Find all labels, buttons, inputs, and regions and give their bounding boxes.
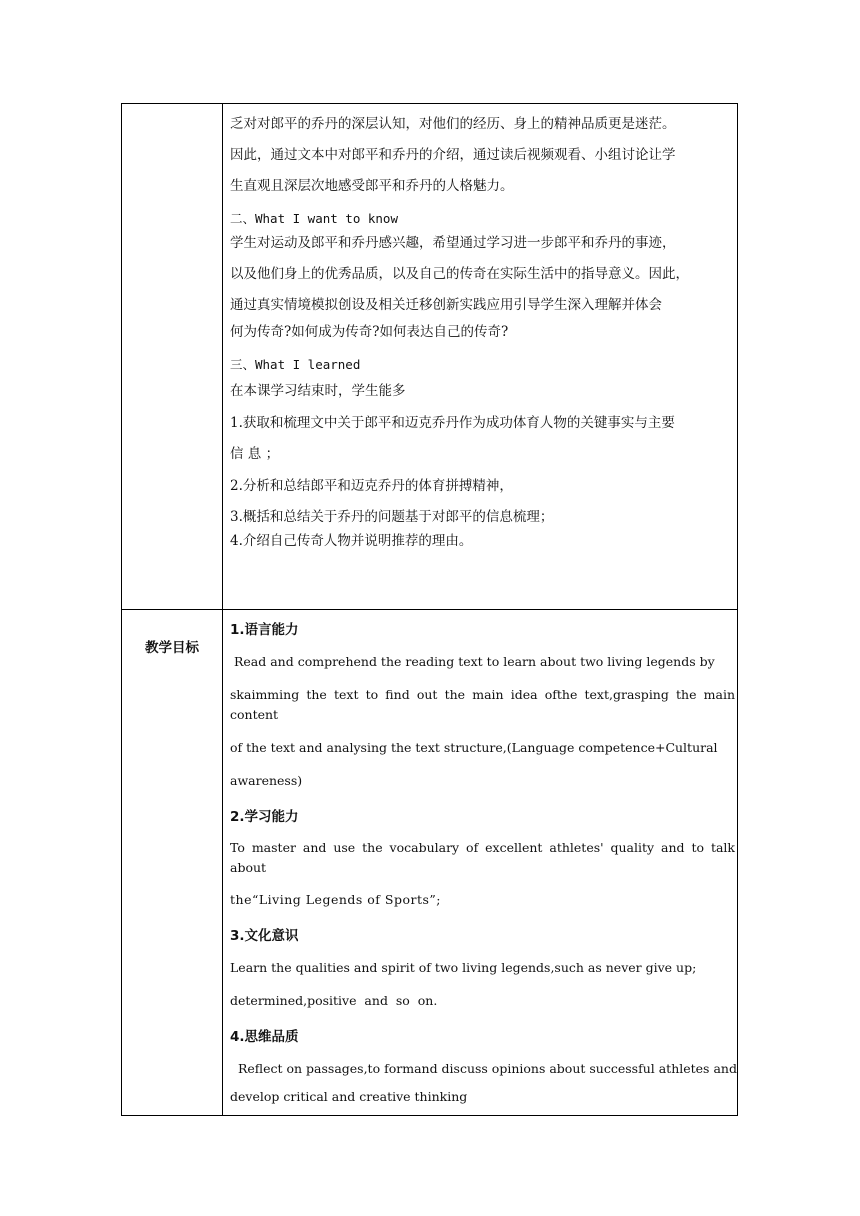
goal-line: develop critical and creative thinking [230,1089,468,1104]
lesson-plan-sheet [121,103,736,1116]
goal-line: the“Living Legends of Sports”; [230,892,442,907]
teaching-objectives-label-cell [122,610,223,1116]
goal-heading-language: 1.语言能力 [230,622,299,638]
goal-line: Read and comprehend the reading text to learn about two living legends by [230,654,715,669]
intro-line: 乏对对郎平的乔丹的深层认知，对他们的经历、身上的精神品质更是迷茫。 [230,116,676,132]
goal-line: Reflect on passages,to formand discuss opinions about successful athletes and [230,1061,737,1076]
goal-heading-culture: 3.文化意识 [230,928,299,944]
section2-line: 通过真实情境模拟创设及相关迁移创新实践应用引导学生深入理解并体会 [230,297,662,313]
goal-heading-learning: 2.学习能力 [230,809,299,825]
goal-line: skaimming the text to find out the main idea ofthe text,grasping the main content [230,687,735,722]
section3-lead: 在本课学习结束时，学生能多 [230,383,406,399]
learning-outcome-item: 2.分析和总结郎平和迈克乔丹的体育拼搏精神， [230,478,513,494]
learning-analysis-row [122,104,738,610]
section2-line: 何为传奇?如何成为传奇?如何表达自己的传奇? [230,324,509,340]
section-heading-learned: 三、What I learned [230,357,361,372]
learning-outcome-item: 3.概括和总结关于乔丹的问题基于对郎平的信息梳理； [230,509,554,525]
intro-line: 因此，通过文本中对郎平和乔丹的介绍，通过读后视频观看、小组讨论让学 [230,147,676,163]
row-label-cell [122,104,223,610]
lesson-plan-table [121,103,738,1116]
goal-line: To master and use the vocabulary of excellent athletes' quality and to talk about [230,840,735,875]
intro-line: 生直观且深层次地感受郎平和乔丹的人格魅力。 [230,178,514,194]
teaching-objectives-content [223,610,738,1116]
section-heading-want-to-know: 二、What I want to know [230,211,398,226]
goal-line: awareness) [230,773,303,788]
teaching-objectives-label: 教学目标 [145,640,199,656]
goal-line: Learn the qualities and spirit of two living legends,such as never give up; [230,960,697,975]
goal-line: of the text and analysing the text structure,(Language competence+Cultural [230,740,718,755]
learning-analysis-content [223,104,738,610]
section2-line: 学生对运动及郎平和乔丹感兴趣，希望通过学习进一步郎平和乔丹的事迹， [230,235,676,251]
section2-line: 以及他们身上的优秀品质，以及自己的传奇在实际生活中的指导意义。因此， [230,266,689,282]
goal-line: determined,positive and so on. [230,993,438,1008]
teaching-objectives-row [122,610,738,1116]
goal-heading-thinking: 4.思维品质 [230,1029,299,1045]
learning-outcome-item: 1.获取和梳理文中关于郎平和迈克乔丹作为成功体育人物的关键事实与主要 [230,415,675,431]
learning-outcome-item: 信 息 ； [230,446,280,462]
learning-outcome-item: 4.介绍自己传奇人物并说明推荐的理由。 [230,533,473,549]
